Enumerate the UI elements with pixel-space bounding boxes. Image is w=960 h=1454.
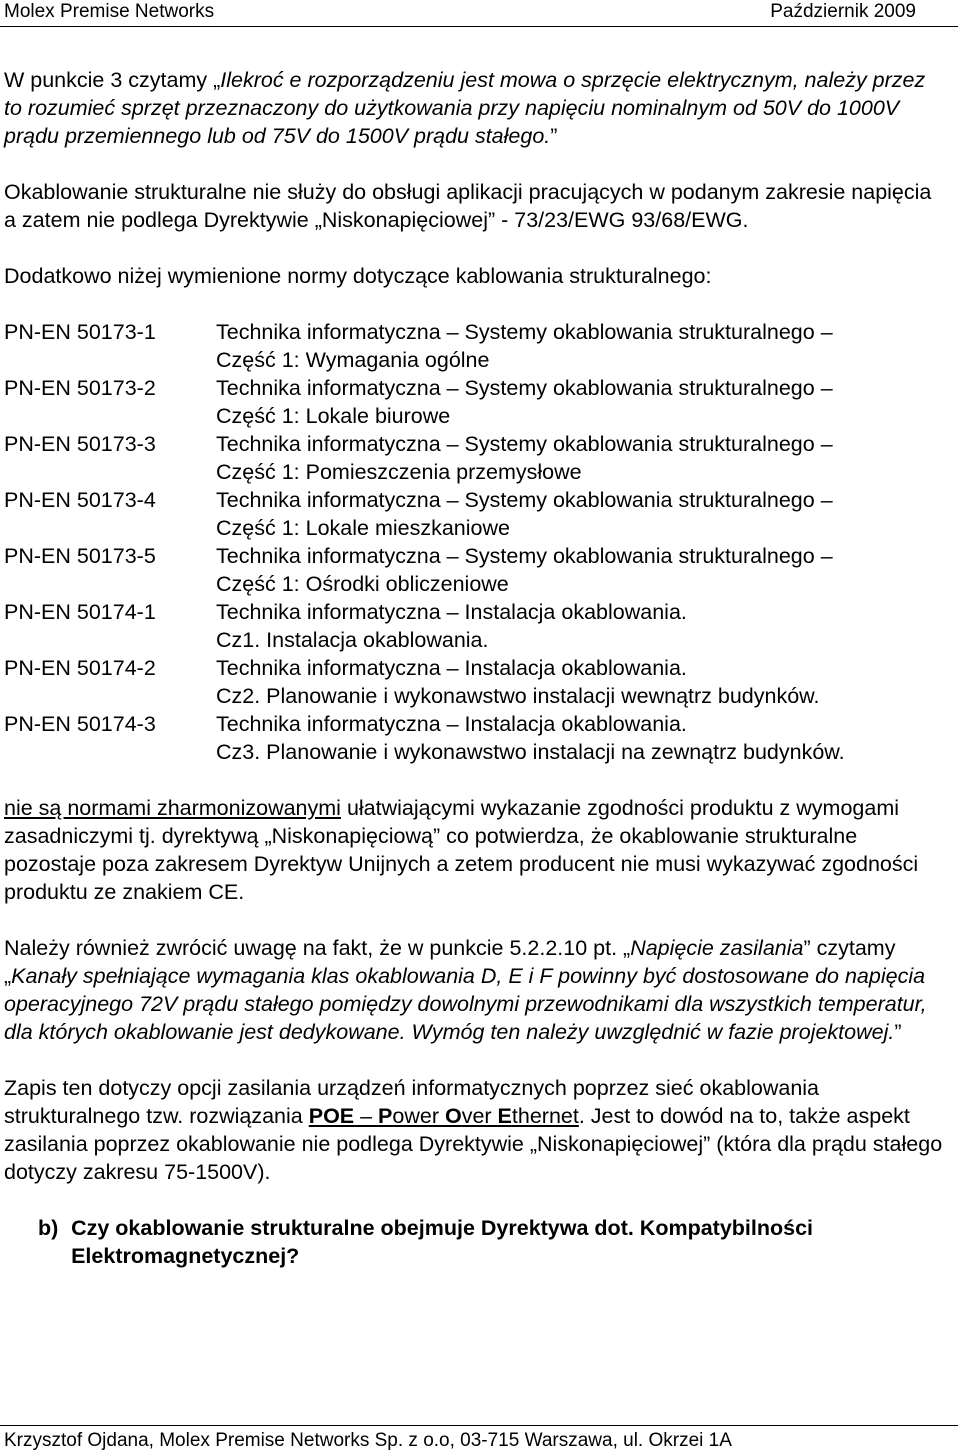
norm-description bbox=[216, 710, 845, 766]
norm-row bbox=[4, 654, 845, 710]
letter-bold: O bbox=[444, 1104, 462, 1128]
norm-title: Technika informatyczna – Systemy okablowania strukturalnego – bbox=[216, 376, 833, 400]
page-footer bbox=[0, 1425, 958, 1451]
paragraph-point-3 bbox=[4, 66, 944, 150]
norm-code: PN-EN 50173-4 bbox=[4, 488, 156, 512]
text-run: Zapis ten dotyczy opcji zasilania urządzeń informatycznych poprzez sieć okablowania strukturalnego tzw. rozwiązania bbox=[4, 1076, 820, 1128]
letter-bold: P bbox=[378, 1104, 393, 1128]
text-run: ower bbox=[392, 1104, 445, 1128]
norm-part: Część 1: Lokale mieszkaniowe bbox=[216, 516, 510, 540]
quote-italic: Ilekroć e rozporządzeniu jest mowa o sprzęcie elektrycznym, należy przez to rozumieć sprzęt przeznaczony do użytkowania przy napięciu nominalnym od 50V do 1000V prądu przemiennego lub od 75V do 1500V prądu stałego. bbox=[4, 68, 926, 148]
norm-part: Część 1: Pomieszczenia przemysłowe bbox=[216, 460, 582, 484]
norm-description bbox=[216, 374, 845, 430]
header-company: Molex Premise Networks bbox=[4, 1, 215, 22]
norms-table bbox=[4, 318, 845, 766]
letter-bold: E bbox=[497, 1104, 512, 1128]
norm-title: Technika informatyczna – Systemy okablowania strukturalnego – bbox=[216, 320, 833, 344]
paragraph-norms-intro: Dodatkowo niżej wymienione normy dotyczące kablowania strukturalnego: bbox=[4, 264, 712, 288]
norm-row bbox=[4, 710, 845, 766]
norm-description bbox=[216, 654, 845, 710]
norm-description bbox=[216, 598, 845, 654]
norm-code: PN-EN 50173-5 bbox=[4, 544, 156, 568]
norm-part: Część 1: Ośrodki obliczeniowe bbox=[216, 572, 509, 596]
norm-title: Technika informatyczna – Systemy okablowania strukturalnego – bbox=[216, 544, 833, 568]
norm-row bbox=[4, 374, 845, 430]
norm-code: PN-EN 50173-1 bbox=[4, 320, 156, 344]
norm-row bbox=[4, 542, 845, 598]
text-run: ” bbox=[550, 124, 558, 148]
header-date: Październik 2009 bbox=[770, 1, 916, 22]
text-run: W punkcie 3 czytamy „ bbox=[4, 68, 221, 92]
norm-row bbox=[4, 486, 845, 542]
document-body bbox=[4, 66, 944, 1270]
text-run: thernet bbox=[511, 1104, 579, 1128]
norm-title: Technika informatyczna – Instalacja okablowania. bbox=[216, 600, 687, 624]
norm-row bbox=[4, 318, 845, 374]
norm-title: Technika informatyczna – Instalacja okablowania. bbox=[216, 712, 687, 736]
norm-row bbox=[4, 430, 845, 486]
norm-part: Cz1. Instalacja okablowania. bbox=[216, 628, 489, 652]
text-run: ” bbox=[894, 1020, 902, 1044]
norm-part: Cz3. Planowanie i wykonawstwo instalacji na zewnątrz budynków. bbox=[216, 740, 845, 764]
norm-code: PN-EN 50174-2 bbox=[4, 656, 156, 680]
text-run: Należy również zwrócić uwagę na fakt, że w punkcie 5.2.2.10 pt. „ bbox=[4, 936, 631, 960]
paragraph-poe bbox=[4, 1074, 944, 1186]
norm-description bbox=[216, 430, 845, 486]
poe-bold: POE bbox=[308, 1104, 355, 1128]
norm-part: Cz2. Planowanie i wykonawstwo instalacji wewnątrz budynków. bbox=[216, 684, 820, 708]
text-run: ułatwiającymi wykazanie zgodności produktu z wymogami zasadniczymi tj. dyrektywą „Niskonapięciową” co potwierdza, że okablowanie strukturalne pozostaje poza zakresem Dyrektyw Unijnych a zetem producent nie musi wykazywać zgodności produktu ze znakiem CE. bbox=[4, 796, 919, 904]
norm-row bbox=[4, 598, 845, 654]
norm-description bbox=[216, 318, 845, 374]
list-marker: b) bbox=[38, 1216, 59, 1240]
section-title-italic: Napięcie zasilania bbox=[630, 936, 804, 960]
text-run: – bbox=[354, 1104, 379, 1128]
paragraph-supply-voltage bbox=[4, 934, 944, 1046]
norm-code: PN-EN 50174-3 bbox=[4, 712, 156, 736]
footer-address: Krzysztof Ojdana, Molex Premise Networks Sp. z o.o, 03-715 Warszawa, ul. Okrzei 1A bbox=[4, 1430, 732, 1451]
paragraph-cabling: Okablowanie strukturalne nie służy do obsługi aplikacji pracujących w podanym zakresie napięcia a zatem nie podlega Dyrektywie „Niskonapięciowej” - 73/23/EWG 93/68/EWG. bbox=[4, 180, 932, 232]
norm-code: PN-EN 50173-3 bbox=[4, 432, 156, 456]
text-run: ” czytamy „ bbox=[4, 936, 896, 988]
norm-title: Technika informatyczna – Systemy okablowania strukturalnego – bbox=[216, 432, 833, 456]
norm-code: PN-EN 50173-2 bbox=[4, 376, 156, 400]
text-run: . Jest to dowód na to, także aspekt zasilania poprzez okablowanie nie podlega Dyrektywie „Niskonapięciowej” (która dla prądu stałego dotyczy zakresu 75-1500V). bbox=[4, 1104, 943, 1184]
page-header bbox=[0, 0, 958, 27]
question-b bbox=[4, 1214, 944, 1270]
norm-part: Część 1: Wymagania ogólne bbox=[216, 348, 490, 372]
norm-description bbox=[216, 542, 845, 598]
norm-part: Część 1: Lokale biurowe bbox=[216, 404, 451, 428]
text-run: ver bbox=[461, 1104, 498, 1128]
norm-code: PN-EN 50174-1 bbox=[4, 600, 156, 624]
norm-title: Technika informatyczna – Instalacja okablowania. bbox=[216, 656, 687, 680]
question-text: Czy okablowanie strukturalne obejmuje Dyrektywa dot. Kompatybilności Elektromagnetycznej? bbox=[71, 1216, 814, 1268]
underlined-text: nie są normami zharmonizowanymi bbox=[4, 796, 341, 820]
paragraph-harmonized bbox=[4, 794, 944, 906]
quote-italic: Kanały spełniające wymagania klas okablowania D, E i F powinny być dostosowane do napięcia operacyjnego 72V prądu stałego pomiędzy dowolnymi przewodnikami dla wszystkich temperatur, dla których okablowanie jest dedykowane. Wymóg ten należy uwzględnić w fazie projektowej. bbox=[4, 964, 927, 1044]
norm-description bbox=[216, 486, 845, 542]
norm-title: Technika informatyczna – Systemy okablowania strukturalnego – bbox=[216, 488, 833, 512]
